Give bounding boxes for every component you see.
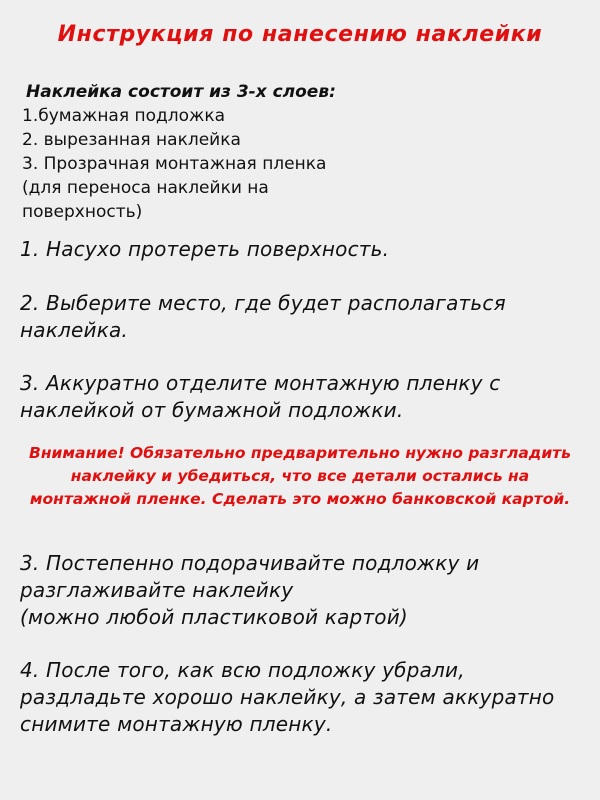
page-title: Инструкция по нанесению наклейки [57,22,543,47]
layers-heading: Наклейка состоит из 3-х слоев: [26,82,336,102]
step-3b: 3. Постепенно подорачивайте подложку и разглаживайте наклейку (можно любой пластиковой картой) [20,551,480,629]
layer-item: 2. вырезанная наклейка [22,130,241,150]
layers-list [22,80,582,224]
warning-note: Внимание! Обязательно предварительно нужно разгладить наклейку и убедиться, что все детали остались на монтажной пленке. Сделать это можно банковской картой. [29,444,571,508]
step-1: 1. Насухо протереть поверхность. [20,237,390,261]
step-4: 4. После того, как всю подложку убрали, раздладьте хорошо наклейку, а затем аккуратно снимите монтажную пленку. [20,658,555,736]
layer-item: поверхность) [22,202,143,222]
layer-item: 1.бумажная подложка [22,106,226,126]
layer-item: 3. Прозрачная монтажная пленка [22,154,327,174]
step-3: 3. Аккуратно отделите монтажную пленку с наклейкой от бумажной подложки. [20,371,501,422]
layer-item: (для переноса наклейки на [22,178,269,198]
step-2: 2. Выберите место, где будет располагаться наклейка. [20,291,506,342]
